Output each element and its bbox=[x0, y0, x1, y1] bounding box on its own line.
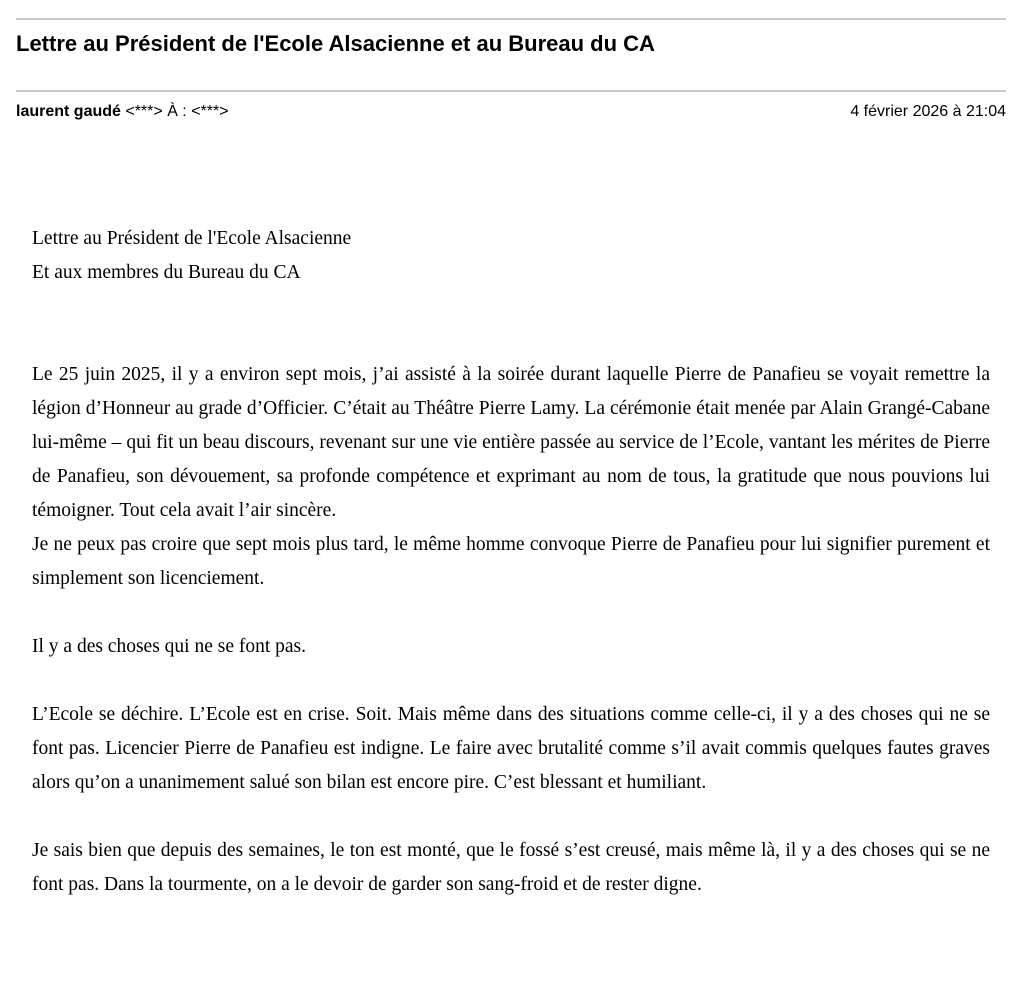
letter-paragraph: Il y a des choses qui ne se font pas. bbox=[32, 636, 307, 657]
email-subject: Lettre au Président de l'Ecole Alsacienne et au Bureau du CA bbox=[16, 31, 655, 56]
letter-paragraph: Je ne peux pas croire que sept mois plus tard, le même homme convoque Pierre de Panafieu pour lui signifier purement et simplement son licenciement. bbox=[32, 534, 990, 589]
spacer bbox=[32, 800, 990, 834]
sender-address[interactable]: <***> bbox=[125, 103, 163, 120]
sender-name[interactable]: laurent gaudé bbox=[16, 103, 121, 120]
header-top-divider bbox=[16, 18, 1006, 20]
email-body bbox=[32, 222, 990, 902]
letter-paragraph: Je sais bien que depuis des semaines, le ton est monté, que le fossé s’est creusé, mais même là, il y a des choses qui se ne font pas. Dans la tourmente, on a le devoir de garder son sang-froid et de rester digne. bbox=[32, 840, 990, 895]
letter-paragraph: L’Ecole se déchire. L’Ecole est en crise. Soit. Mais même dans des situations comme celle-ci, il y a des choses qui ne se font pas. Licencier Pierre de Panafieu est indigne. Le faire avec brutalité comme s’il avait commis quelques fautes graves alors qu’on a unanimement salué son bilan est encore pire. C’est blessant et humiliant. bbox=[32, 704, 990, 793]
spacer bbox=[32, 596, 990, 630]
email-header-meta bbox=[16, 101, 1006, 123]
letter-heading-line-1: Lettre au Président de l'Ecole Alsacienne bbox=[32, 228, 352, 249]
spacer bbox=[32, 664, 990, 698]
recipient-address[interactable]: <***> bbox=[191, 103, 229, 120]
header-divider bbox=[16, 90, 1006, 92]
letter-heading-line-2: Et aux membres du Bureau du CA bbox=[32, 262, 301, 283]
sender-line bbox=[16, 101, 229, 123]
to-label: À : bbox=[167, 103, 187, 120]
spacer bbox=[32, 290, 990, 358]
letter-paragraph: Le 25 juin 2025, il y a environ sept mois, j’ai assisté à la soirée durant laquelle Pierre de Panafieu se voyait remettre la légion d’Honneur au grade d’Officier. C’était au Théâtre Pierre Lamy. La cérémonie était menée par Alain Grangé-Cabane lui-même – qui fit un beau discours, revenant sur une vie entière passée au service de l’Ecole, vantant les mérites de Pierre de Panafieu, son dévouement, sa profonde compétence et exprimant au nom de tous, la gratitude que nous pouvions lui témoigner. Tout cela avait l’air sincère. bbox=[32, 364, 990, 521]
email-date: 4 février 2026 à 21:04 bbox=[850, 103, 1006, 120]
